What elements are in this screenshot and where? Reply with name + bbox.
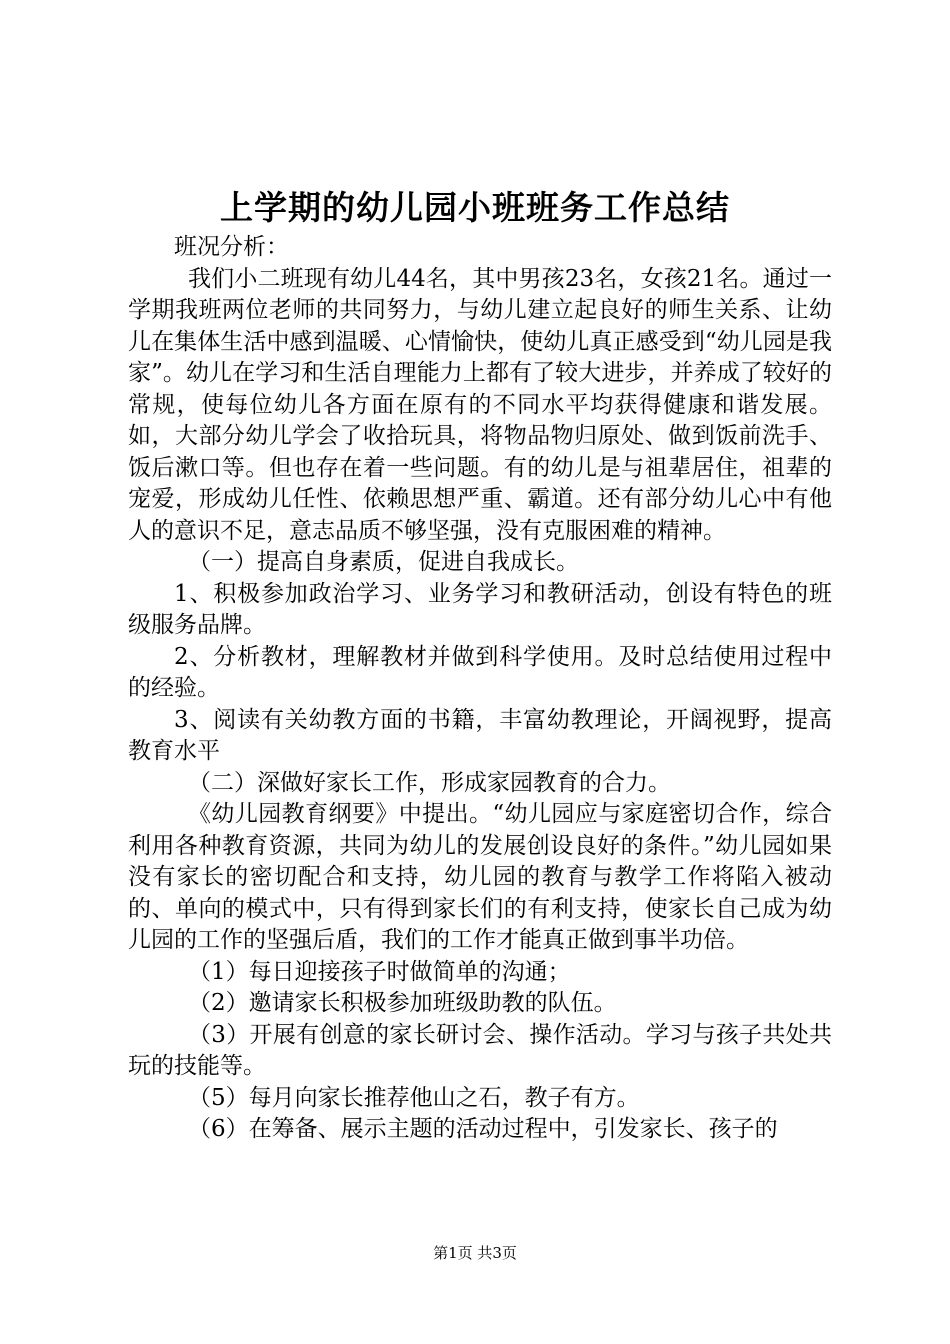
page-footer: 第1页 共3页	[433, 1244, 517, 1262]
paragraph-class-analysis-heading: 班况分析：	[174, 234, 289, 260]
paragraph-class-analysis: 我们小二班现有幼儿44名，其中男孩23名，女孩21名。通过一学期我班两位老师的共同努力，与幼儿建立起良好的师生关系、让幼儿在集体生活中感到温暖、心情愉快，使幼儿真正感受到“幼儿园是我家”。幼儿在学习和生活自理能力上都有了较大进步，并养成了较好的常规，使每位幼儿各方面在原有的不同水平均获得健康和谐发展。如，大部分幼儿学会了收拾玩具，将物品物归原处、做到饭前洗手、饭后漱口等。但也存在着一些问题。有的幼儿是与祖辈居住，祖辈的宠爱，形成幼儿任性、依赖思想严重、霸道。还有部分幼儿心中有他人的意识不足，意志品质不够坚强，没有克服困难的精神。	[128, 265, 832, 544]
paragraph-measure-3: （3）开展有创意的家长研讨会、操作活动。学习与孩子共处共玩的技能等。	[128, 1021, 832, 1079]
paragraph-measure-2: （2）邀请家长积极参加班级助教的队伍。	[188, 990, 617, 1016]
paragraph-measure-5: （5）每月向家长推荐他山之石，教子有方。	[188, 1084, 640, 1111]
paragraph-item-1: 1、积极参加政治学习、业务学习和教研活动，创设有特色的班级服务品牌。	[128, 580, 832, 638]
paragraph-item-3: 3、阅读有关幼教方面的书籍，丰富幼教理论，开阔视野，提高教育水平	[128, 706, 832, 764]
document-body	[128, 232, 832, 1146]
paragraph-outline-quote: 《幼儿园教育纲要》中提出。“幼儿园应与家庭密切合作，综合利用各种教育资源，共同为幼儿的发展创设良好的条件。”幼儿园如果没有家长的密切配合和支持，幼儿园的教育与教学工作将陷入被动的、单向的模式中，只有得到家长们的有利支持，使家长自己成为幼儿园的工作的坚强后盾，我们的工作才能真正做到事半功倍。	[128, 801, 832, 953]
paragraph-measure-6: （6）在筹备、展示主题的活动过程中，引发家长、孩子的	[188, 1116, 778, 1142]
paragraph-section-two-heading: （二）深做好家长工作，形成家园教育的合力。	[188, 769, 671, 796]
paragraph-section-one-heading: （一）提高自身素质，促进自我成长。	[188, 549, 579, 575]
paragraph-measure-1: （1）每日迎接孩子时做简单的沟通；	[188, 958, 571, 985]
document-title: 上学期的幼儿园小班班务工作总结	[220, 188, 730, 227]
paragraph-item-2: 2、分析教材，理解教材并做到科学使用。及时总结使用过程中的经验。	[128, 643, 832, 701]
